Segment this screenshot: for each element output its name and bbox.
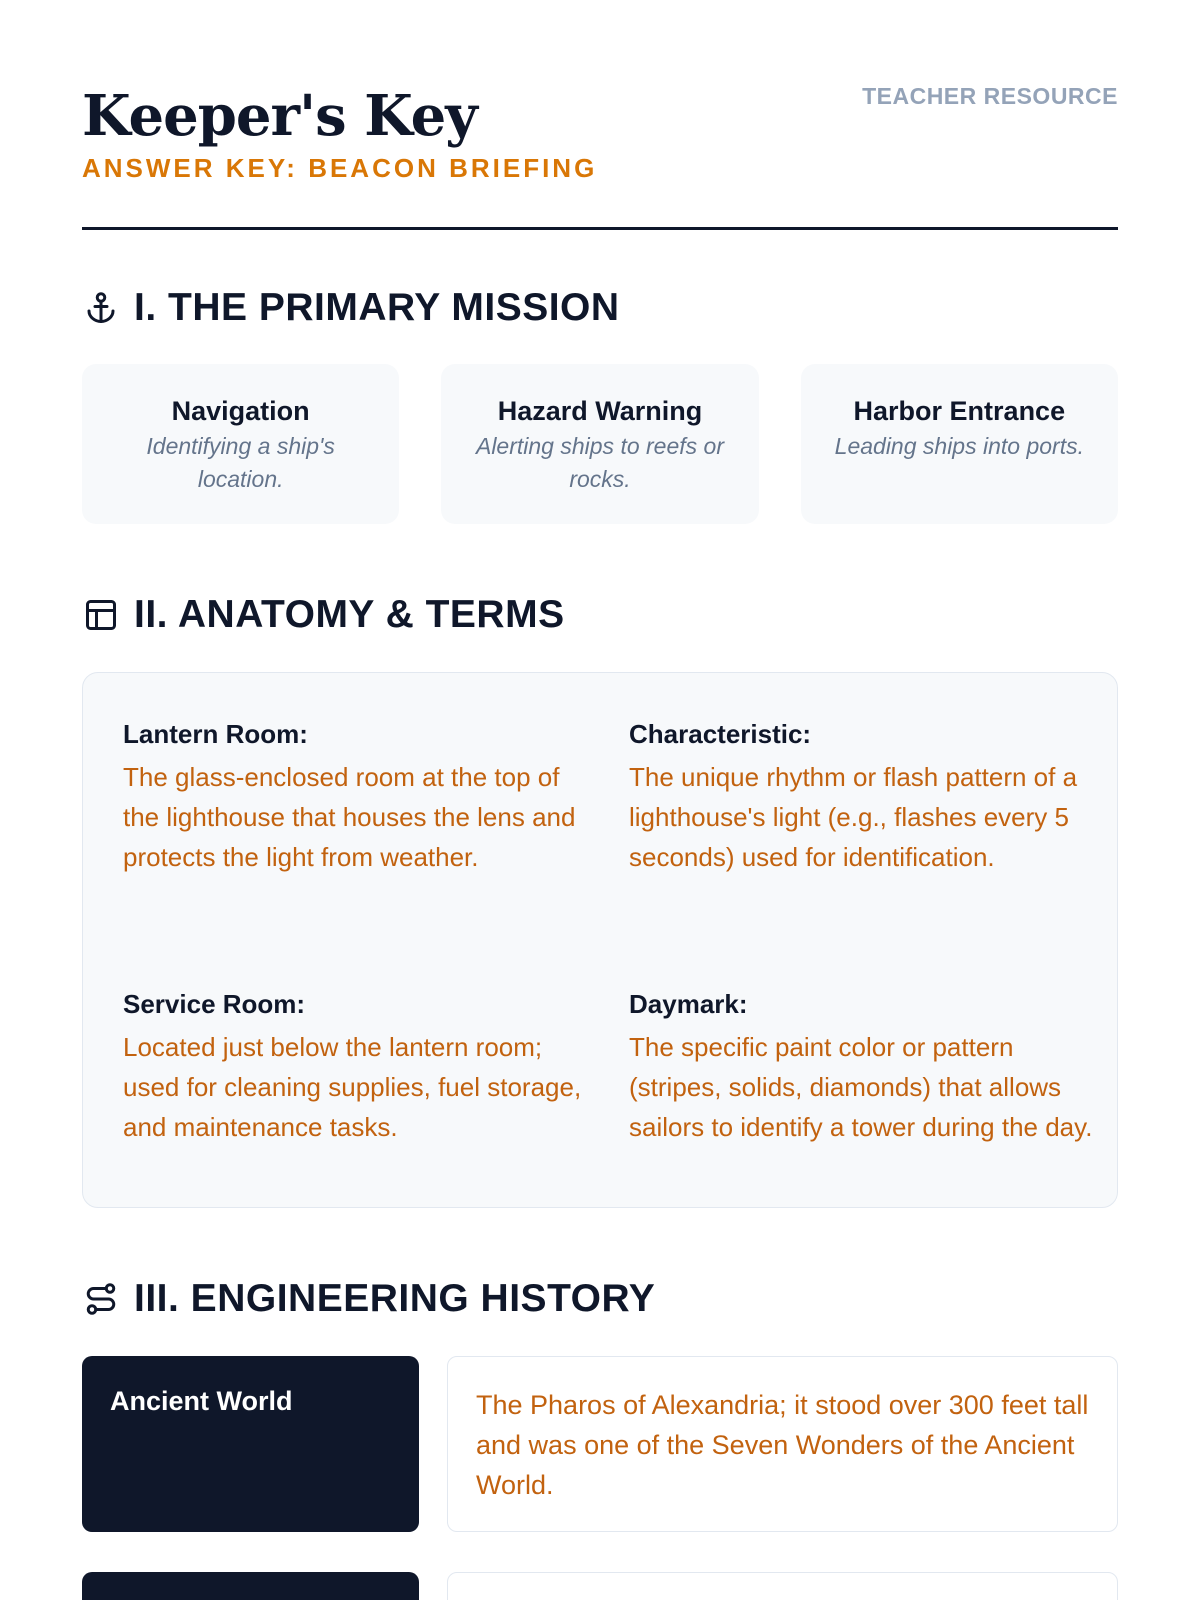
history-row xyxy=(82,1572,1118,1600)
term-definition: Located just below the lantern room; used for cleaning supplies, fuel storage, and maintenance tasks. xyxy=(123,1032,582,1142)
anchor-icon xyxy=(82,289,120,327)
mission-name: Navigation xyxy=(171,396,310,426)
term-label: Service Room: xyxy=(123,989,306,1019)
term-lantern-room xyxy=(123,717,589,937)
term-label: Characteristic: xyxy=(629,719,812,749)
page-title: Keeper's Key xyxy=(82,83,477,149)
mission-card-navigation xyxy=(82,364,399,524)
route-icon xyxy=(82,1280,120,1318)
mission-description: Alerting ships to reefs or rocks. xyxy=(475,433,724,492)
mission-description: Identifying a ship's location. xyxy=(146,433,335,492)
history-row xyxy=(82,1356,1118,1532)
section-title-text: I. THE PRIMARY MISSION xyxy=(134,286,620,329)
section-title-primary-mission xyxy=(82,286,620,330)
term-definition: The glass-enclosed room at the top of the lighthouse that houses the lens and protects the light from weather. xyxy=(123,762,576,872)
page-header xyxy=(82,0,1118,230)
mission-name: Hazard Warning xyxy=(497,396,703,426)
term-daymark xyxy=(629,987,1095,1207)
section-title-text: II. ANATOMY & TERMS xyxy=(134,593,565,636)
teacher-resource-badge: TEACHER RESOURCE xyxy=(862,83,1118,109)
term-label: Lantern Room: xyxy=(123,719,308,749)
term-label: Daymark: xyxy=(629,989,748,1019)
layout-icon xyxy=(82,596,120,634)
term-service-room xyxy=(123,987,589,1207)
section-title-anatomy-terms xyxy=(82,593,565,637)
mission-cards xyxy=(82,364,1118,524)
era-label xyxy=(82,1572,419,1600)
mission-card-harbor-entrance xyxy=(801,364,1118,524)
mission-description: Leading ships into ports. xyxy=(834,433,1084,459)
history-timeline xyxy=(82,1356,1118,1600)
era-label: Ancient World xyxy=(82,1356,419,1532)
section-title-text: III. ENGINEERING HISTORY xyxy=(134,1277,656,1320)
term-characteristic xyxy=(629,717,1095,937)
mission-card-hazard-warning xyxy=(441,364,758,524)
era-description: The Pharos of Alexandria; it stood over 300 feet tall and was one of the Seven Wonders of the Ancient World. xyxy=(447,1356,1118,1532)
page-subtitle: ANSWER KEY: BEACON BRIEFING xyxy=(82,153,598,183)
era-description xyxy=(447,1572,1118,1600)
mission-name: Harbor Entrance xyxy=(853,396,1066,426)
section-title-engineering-history xyxy=(82,1277,655,1321)
term-definition: The specific paint color or pattern (stripes, solids, diamonds) that allows sailors to identify a tower during the day. xyxy=(629,1032,1093,1142)
term-definition: The unique rhythm or flash pattern of a lighthouse's light (e.g., flashes every 5 seconds) used for identification. xyxy=(629,762,1078,872)
terms-panel xyxy=(82,672,1118,1208)
